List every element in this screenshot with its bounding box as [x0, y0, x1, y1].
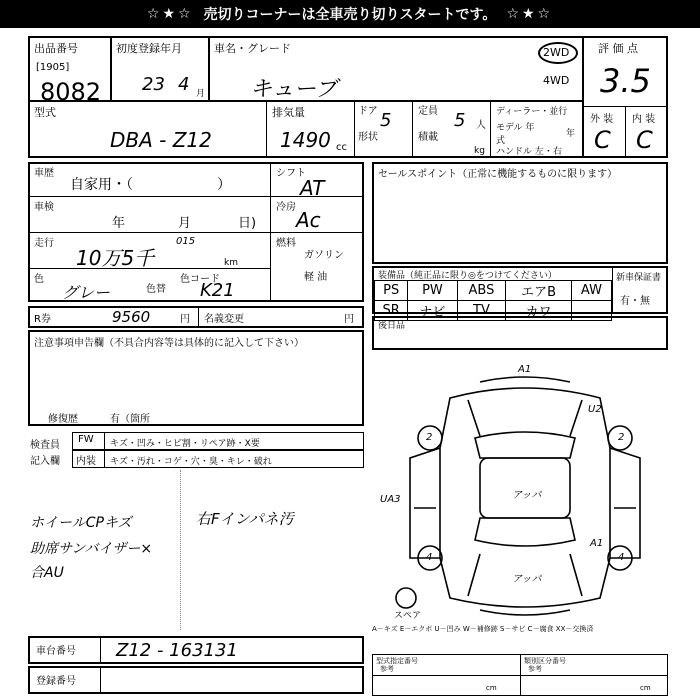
handwritten-line-1b: 右Fインパネ汚 [196, 510, 294, 528]
interior-label: 内 装 [632, 114, 656, 125]
handwritten-line-3: 合AU [30, 565, 64, 581]
tax-unit: 円 [344, 314, 354, 325]
registration-month-unit: 月 [196, 89, 206, 99]
drive-4wd: 4WD [543, 74, 570, 87]
ac-label: 冷房 [276, 202, 296, 213]
mileage-unit: km [224, 258, 238, 268]
model-year-label: モデル 年式 [496, 123, 535, 146]
new-warranty-label: 新車保証書 [616, 273, 662, 283]
diagram-mark-front: A1 [518, 364, 532, 375]
handwritten-line-1: ホイールCPキズ [30, 515, 132, 531]
recycle-value: 9560 [112, 308, 151, 326]
registration-month: 4 [178, 74, 190, 95]
capacity-unit: 人 [476, 120, 486, 131]
interior-grade: C [636, 126, 653, 154]
chassis-value: Z12 - 163131 [116, 640, 238, 661]
equip-airbag: エアB [506, 281, 571, 301]
ref-label-1: 参考 [380, 665, 394, 673]
car-name-label: 車名・グレード [214, 42, 291, 55]
equipment-label: 装備品（純正品に限り◎をつけてください） [378, 271, 557, 281]
model-year-unit: 年 [566, 129, 576, 139]
repair-value: 有（箇所 [110, 414, 150, 425]
top-banner [0, 0, 700, 28]
class-number-label: 類別区分番号 [524, 657, 566, 665]
lot-label: 出品番号 [34, 42, 78, 55]
diagram-mark-rr-wheel: 4 [618, 552, 625, 563]
recycle-row [28, 306, 364, 328]
recycle-unit: 円 [180, 314, 190, 325]
fuel-label: 燃料 [276, 238, 296, 249]
banner-stars-right: ☆★☆ [506, 6, 554, 22]
score-value: 3.5 [600, 62, 651, 100]
tax-label: 名義変更 [204, 314, 244, 325]
inspection-label: 車検 [34, 202, 54, 213]
shift-label: シフト [276, 168, 306, 179]
color-label: 色 [34, 274, 44, 285]
shift-value: AT [300, 176, 325, 200]
lot-code: [1905] [36, 62, 70, 73]
load-label: 積載 [418, 132, 438, 143]
equip-navi: ナビ [408, 301, 457, 321]
sales-point-label: セールスポイント（正常に機能するものに限ります） [378, 169, 618, 180]
unit-cm-2: cm [640, 684, 651, 692]
color-code-label: 色コード [180, 274, 220, 285]
handle-label: ハンドル 左・右 [496, 147, 562, 157]
color-code: K21 [200, 280, 235, 301]
diagram-mark-right: U2 [588, 404, 602, 415]
lot-number: 8082 [40, 78, 102, 106]
registration-year: 23 [142, 74, 165, 95]
registration-number-row [28, 666, 364, 694]
inspector-row2-tag: 内装 [76, 456, 96, 467]
inspector-row1-tag: FW [78, 434, 94, 445]
displacement-label: 排気量 [272, 106, 305, 119]
banner-stars-left: ☆★☆ [146, 6, 194, 22]
inspection-month: 月 [178, 216, 192, 231]
fuel-oil: 軽 油 [304, 272, 328, 283]
notes-label: 注意事項申告欄（不具合内容等は具体的に記入して下さい） [34, 338, 304, 349]
color-value: グレー [62, 283, 111, 302]
type-number-label: 型式指定番号 [376, 657, 418, 665]
inspector-row1-text: キズ・凹み・ヒビ割・リペア跡・X要 [110, 439, 260, 449]
capacity-label: 定員 [418, 106, 438, 117]
handwritten-line-2: 助席サンバイザー× [30, 541, 153, 557]
equip-abs: ABS [457, 281, 506, 301]
damage-legend: A－キズ E－エクボ U－凹み W－補修跡 S－サビ C－腐食 XX－交換済 [372, 625, 594, 633]
equip-pw: PW [408, 281, 457, 301]
spare-label: スペア [394, 611, 422, 621]
fuel-gas: ガソリン [304, 250, 344, 261]
diagram-mark-trunk: アッパ [512, 574, 542, 585]
capacity-value: 5 [454, 110, 466, 131]
inspection-year: 年 [112, 216, 126, 231]
car-name-value: キューブ [250, 77, 337, 102]
inspection-day: 日) [238, 216, 257, 231]
load-unit: kg [474, 146, 485, 156]
displacement-unit: cc [336, 142, 347, 153]
shape-label: 形状 [358, 132, 378, 143]
repair-label: 修復歴 [48, 414, 78, 425]
history-label: 車歴 [34, 168, 54, 179]
inspector-row2-text: キズ・汚れ・コゲ・穴・臭・キレ・破れ [110, 457, 272, 467]
equip-aw: AW [571, 281, 611, 301]
drive-2wd: 2WD [543, 46, 570, 59]
registration-label: 初度登録年月 [116, 42, 182, 55]
post-fit-block [372, 316, 668, 350]
model-label: 型式 [34, 106, 56, 119]
diagram-mark-left: UA3 [380, 494, 401, 505]
warranty-value: 有・無 [620, 296, 650, 307]
inspector-label-2: 記入欄 [30, 456, 60, 467]
equip-ps: PS [375, 281, 408, 301]
inspector-label-1: 検査員 [30, 440, 60, 451]
mileage-value: 10万5千 [76, 246, 155, 270]
history-value: 自家用・（ ） [70, 177, 231, 193]
ac-value: Ac [296, 208, 321, 232]
diagram-mark-fl-wheel: 2 [426, 432, 433, 443]
banner-text: 売切りコーナーは全車売り切りスタートです。 [203, 7, 497, 23]
displacement-value: 1490 [280, 128, 331, 152]
equip-tv: TV [457, 301, 506, 321]
equip-sr: SR [375, 301, 408, 321]
post-fit-label: 後日品 [378, 321, 406, 331]
ref-label-2: 参考 [528, 665, 542, 673]
unit-cm-1: cm [486, 684, 497, 692]
score-label: 評 価 点 [598, 42, 638, 55]
color-change-label: 色替 [146, 284, 166, 295]
mileage-extra: 015 [176, 236, 196, 247]
dealer-label: ディーラー・並行 [496, 107, 568, 117]
diagram-mark-rl-wheel: 4 [426, 552, 433, 563]
model-value: DBA - Z12 [110, 128, 212, 152]
mileage-label: 走行 [34, 238, 54, 249]
diagram-mark-roof: アッパ [512, 490, 542, 501]
exterior-grade: C [594, 126, 611, 154]
recycle-label: R券 [34, 314, 51, 325]
chassis-label: 車台番号 [36, 646, 76, 657]
reg-no-label: 登録番号 [36, 676, 76, 687]
equipment-grid [374, 280, 612, 321]
diagram-mark-rear: A1 [590, 538, 604, 549]
inspector-notes-area [180, 470, 181, 630]
doors-value: 5 [380, 110, 392, 131]
exterior-label: 外 装 [590, 114, 614, 125]
diagram-mark-fr-wheel: 2 [618, 432, 625, 443]
equip-leather: カワ [506, 301, 571, 321]
doors-label: ドア [358, 106, 378, 117]
